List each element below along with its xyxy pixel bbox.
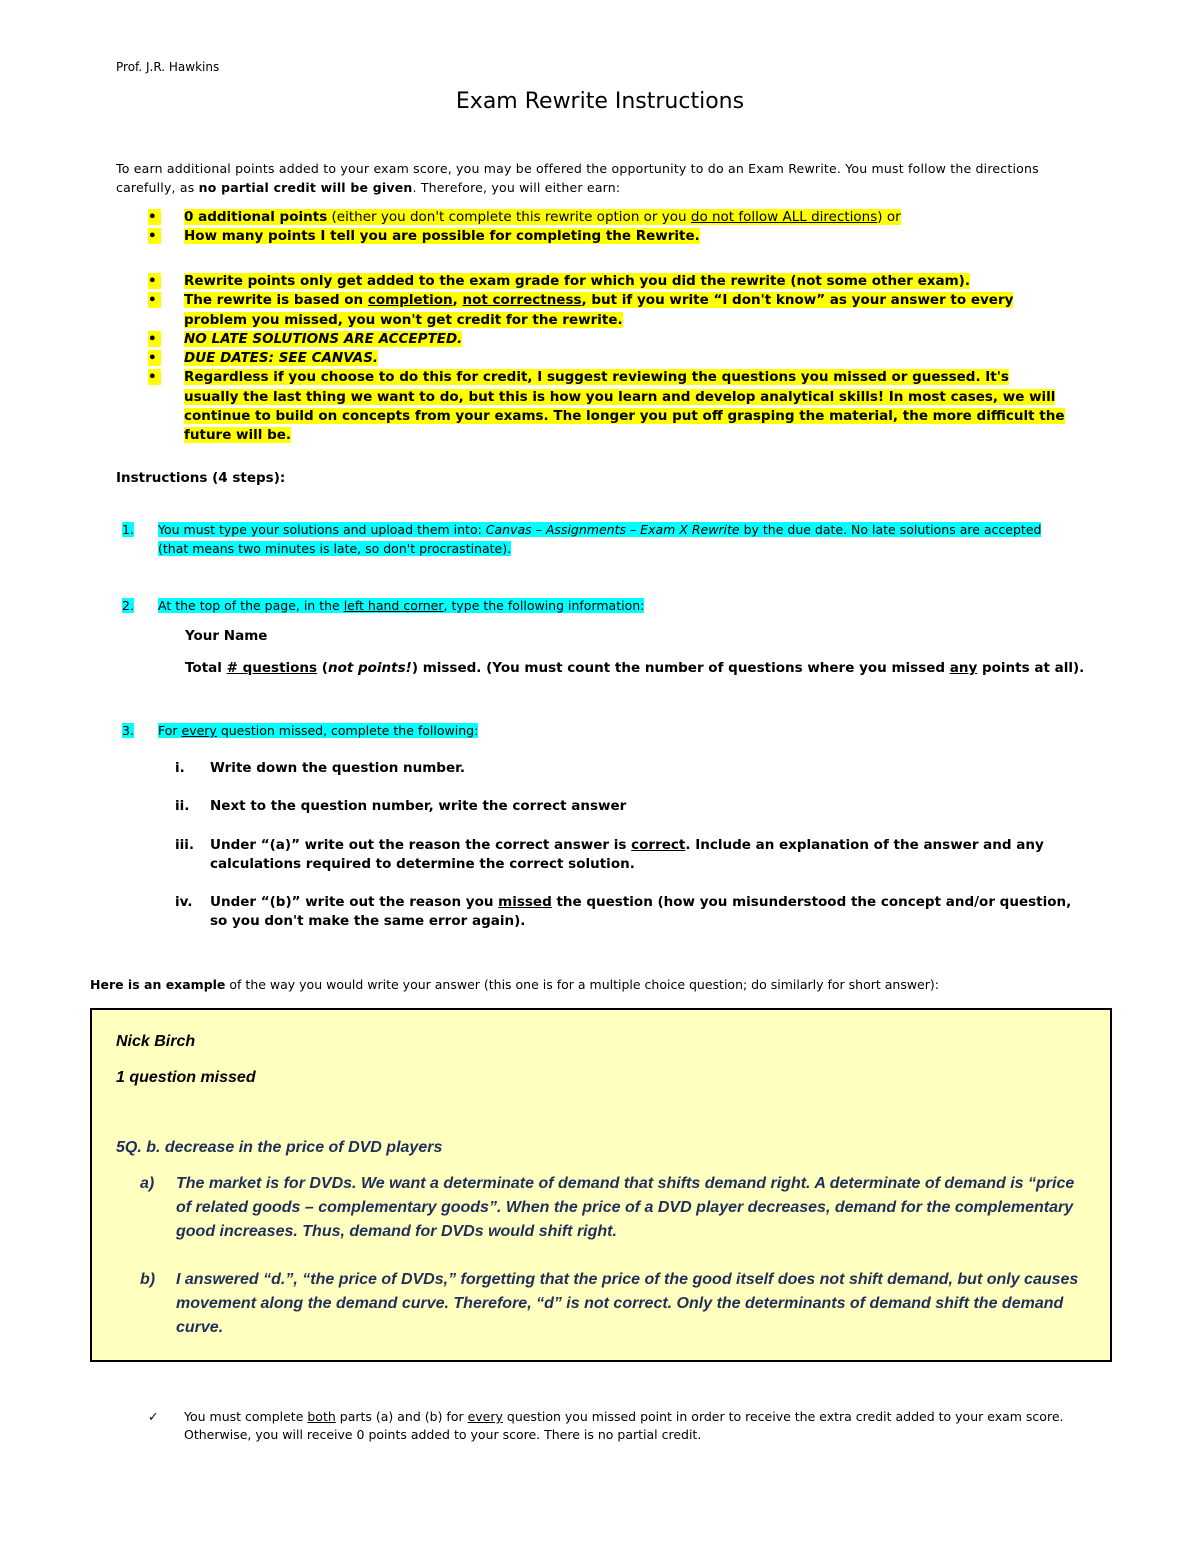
option-text: (either you don't complete this rewrite option or you	[327, 209, 691, 225]
substep-text: Under “(b)” write out the reason you	[210, 894, 499, 910]
footnote-text: parts (a) and (b) for	[335, 1409, 468, 1424]
bullet-icon: •	[148, 273, 161, 289]
tq-text: points at all).	[977, 660, 1085, 676]
substep-i	[175, 759, 1075, 778]
footnote-underlined: every	[467, 1409, 503, 1424]
list-item	[148, 208, 1068, 227]
bullet-icon: •	[148, 228, 161, 244]
example-intro-bold: Here is an example	[90, 977, 226, 992]
footnote-underlined: both	[307, 1409, 336, 1424]
substep-text: . Include an explanation of the answer and any calculations required to determine the correct solution.	[210, 837, 1044, 872]
step-text: question missed, complete the following:	[216, 723, 479, 738]
bullet-icon: •	[148, 292, 161, 308]
option-underlined: do not follow ALL directions	[690, 209, 878, 225]
substep-text: the question (how you misunderstood the concept and/or question, so you don't make the same error again).	[210, 894, 1072, 929]
substep-number: ii.	[175, 798, 190, 814]
total-questions-line	[185, 659, 1084, 678]
step-text: , type the following information:	[443, 598, 645, 613]
step-2	[122, 596, 1062, 615]
intro-text: To earn additional points added to your exam score, you may be offered the opportunity to do an Exam Rewrite. You must follow the directions carefully, as	[116, 161, 1039, 195]
rule-text: Regardless if you choose to do this for credit, I suggest reviewing the questions you missed or guessed. It's usually the last thing we want to do, but this is how you learn and develop analytical skills! In most cases, we will continue to build on concepts from your exams. The longer you put off grasping the material, the more difficult the future will be.	[184, 369, 1065, 444]
substep-text: Under “(a)” write out the reason the correct answer is	[210, 837, 632, 853]
bullet-icon: •	[148, 369, 161, 385]
part-label: b)	[140, 1271, 156, 1288]
list-item	[148, 291, 1068, 330]
list-item	[148, 349, 1068, 368]
footnote-text: You must complete	[184, 1409, 308, 1424]
example-part-b	[140, 1268, 1090, 1340]
option-bold: 0 additional points	[184, 209, 328, 225]
author-header: Prof. J.R. Hawkins	[116, 60, 220, 74]
checkmark-icon: ✓	[148, 1409, 159, 1424]
bullet-icon: •	[148, 350, 161, 366]
tq-underlined: any	[949, 660, 978, 676]
tq-text: (	[317, 660, 328, 676]
list-item	[148, 368, 1068, 445]
substep-underlined: missed	[498, 894, 552, 910]
rule-text: NO LATE SOLUTIONS ARE ACCEPTED.	[184, 330, 463, 347]
step-number: 1.	[122, 522, 134, 537]
substep-ii	[175, 797, 1075, 816]
step-text: At the top of the page, in the	[158, 598, 344, 613]
rule-text: , but if you write “I don't know” as your answer to every problem you missed, you won't get credit for the rewrite.	[184, 292, 1014, 328]
rule-text: The rewrite is based on	[184, 292, 368, 309]
substep-number: i.	[175, 760, 185, 776]
footnote	[148, 1408, 1088, 1444]
bullet-icon: •	[148, 209, 161, 225]
step-underlined: left hand corner	[343, 598, 444, 613]
substep-number: iv.	[175, 894, 193, 910]
example-question: 5Q. b. decrease in the price of DVD players	[116, 1139, 443, 1156]
example-box	[90, 1008, 1112, 1362]
part-label: a)	[140, 1175, 155, 1192]
step-text: For	[158, 723, 182, 738]
substep-underlined: correct	[631, 837, 686, 853]
rule-underlined: not correctness	[462, 292, 582, 309]
step-text: by the due date. No late solutions are accepted (that means two minutes is late, so don't procrastinate).	[158, 522, 1042, 556]
step-number: 2.	[122, 598, 134, 613]
rule-text: DUE DATES: SEE CANVAS.	[184, 350, 379, 367]
tq-italic: not points!	[327, 660, 412, 676]
substep-iii	[175, 836, 1075, 874]
intro-bold: no partial credit will be given	[198, 180, 413, 195]
list-item	[148, 330, 1068, 349]
tq-text: Total	[185, 660, 227, 676]
list-item	[148, 227, 1068, 246]
page-title: Exam Rewrite Instructions	[455, 89, 745, 114]
substep-text: Write down the question number.	[210, 760, 465, 776]
rule-underlined: completion	[367, 292, 453, 309]
tq-text: ) missed. (You must count the number of questions where you missed	[411, 660, 950, 676]
list-item	[148, 272, 1068, 291]
part-text: The market is for DVDs. We want a determinate of demand that shifts demand right. A determinate of demand is “price of related goods – complementary goods”. When the price of a DVD player decreases, demand for the complementary good increases. Thus, demand for DVDs would shift right.	[176, 1175, 1075, 1240]
example-name: Nick Birch	[116, 1033, 196, 1050]
substep-number: iii.	[175, 837, 195, 853]
earn-options-list	[148, 208, 1068, 247]
tq-underlined: # questions	[226, 660, 318, 676]
example-intro	[90, 975, 1120, 994]
option-text: How many points I tell you are possible for completing the Rewrite.	[184, 228, 700, 245]
step-text: You must type your solutions and upload them into:	[158, 522, 486, 537]
step-italic: Canvas – Assignments – Exam X Rewrite	[485, 522, 740, 537]
step-3	[122, 721, 1062, 740]
intro-text-end: . Therefore, you will either earn:	[412, 180, 621, 195]
part-text: I answered “d.”, “the price of DVDs,” forgetting that the price of the good itself does not shift demand, but only causes movement along the demand curve. Therefore, “d” is not correct. Only the determinants of demand shift the demand curve.	[176, 1271, 1079, 1336]
intro-paragraph	[116, 159, 1076, 197]
substep-iv	[175, 893, 1075, 931]
step-1	[122, 520, 1062, 558]
example-missed: 1 question missed	[116, 1069, 256, 1086]
step-number: 3.	[122, 723, 134, 738]
rules-list	[148, 272, 1068, 446]
your-name-label: Your Name	[185, 628, 268, 644]
example-part-a	[140, 1172, 1090, 1244]
bullet-icon: •	[148, 331, 161, 347]
example-intro-text: of the way you would write your answer (this one is for a multiple choice question; do similarly for short answer):	[225, 977, 939, 992]
substep-text: Next to the question number, write the correct answer	[210, 798, 627, 814]
rule-text: ,	[452, 292, 463, 309]
instructions-heading: Instructions (4 steps):	[116, 470, 286, 486]
footnote-text: question you missed point in order to receive the extra credit added to your exam score. Otherwise, you will receive 0 points added to your score. There is no partial credit.	[184, 1409, 1064, 1442]
rule-text: Rewrite points only get added to the exam grade for which you did the rewrite (not some other exam).	[184, 273, 970, 289]
step-underlined: every	[181, 723, 217, 738]
option-text-end: ) or	[877, 209, 901, 225]
